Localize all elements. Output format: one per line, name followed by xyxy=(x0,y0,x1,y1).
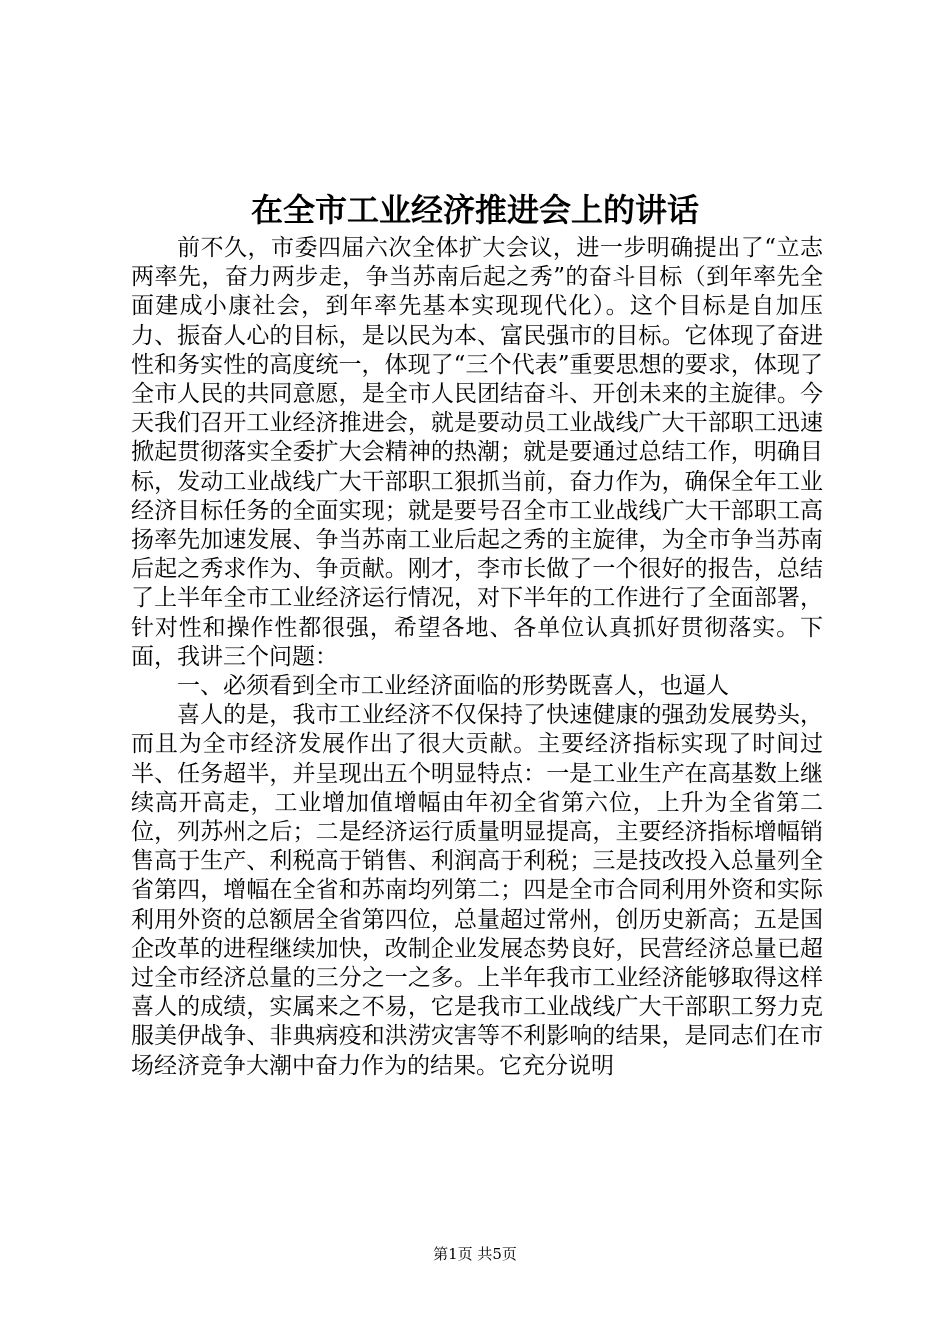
paragraph-intro: 前不久，市委四届六次全体扩大会议，进一步明确提出了“立志两率先，奋力两步走，争当苏南后起之秀”的奋斗目标（到年率先全面建成小康社会，到年率先基本实现现代化）。这个目标是自加压力、振奋人心的目标，是以民为本、富民强市的目标。它体现了奋进性和务实性的高度统一，体现了“三个代表”重要思想的要求，体现了全市人民的共同意愿，是全市人民团结奋斗、开创未来的主旋律。今天我们召开工业经济推进会，就是要动员工业战线广大干部职工迅速掀起贯彻落实全委扩大会精神的热潮；就是要通过总结工作，明确目标，发动工业战线广大干部职工狠抓当前，奋力作为，确保全年工业经济目标任务的全面实现；就是要号召全市工业战线广大干部职工高扬率先加速发展、争当苏南工业后起之秀的主旋律，为全市争当苏南后起之秀求作为、争贡献。刚才，李市长做了一个很好的报告，总结了上半年全市工业经济运行情况，对下半年的工作进行了全面部署，针对性和操作性都很强，希望各地、各单位认真抓好贯彻落实。下面，我讲三个问题： xyxy=(131,235,823,670)
section-heading-1: 一、必须看到全市工业经济面临的形势既喜人，也逼人 xyxy=(177,673,729,700)
page-number-footer: 第1页 共5页 xyxy=(433,1245,517,1263)
document-body xyxy=(131,234,823,1081)
document-title: 在全市工业经济推进会上的讲话 xyxy=(250,191,699,229)
paragraph-section-1: 喜人的是，我市工业经济不仅保持了快速健康的强劲发展势头，而且为全市经济发展作出了很大贡献。主要经济指标实现了时间过半、任务超半，并呈现出五个明显特点：一是工业生产在高基数上继续高开高走，工业增加值增幅由年初全省第六位，上升为全省第二位，列苏州之后；二是经济运行质量明显提高，主要经济指标增幅销售高于生产、利税高于销售、利润高于利税；三是技改投入总量列全省第四，增幅在全省和苏南均列第二；四是全市合同利用外资和实际利用外资的总额居全省第四位，总量超过常州，创历史新高；五是国企改革的进程继续加快，改制企业发展态势良好，民营经济总量已超过全市经济总量的三分之一之多。上半年我市工业经济能够取得这样喜人的成绩，实属来之不易，它是我市工业战线广大干部职工努力克服美伊战争、非典病疫和洪涝灾害等不利影响的结果，是同志们在市场经济竞争大潮中奋力作为的结果。它充分说明 xyxy=(131,702,823,1079)
